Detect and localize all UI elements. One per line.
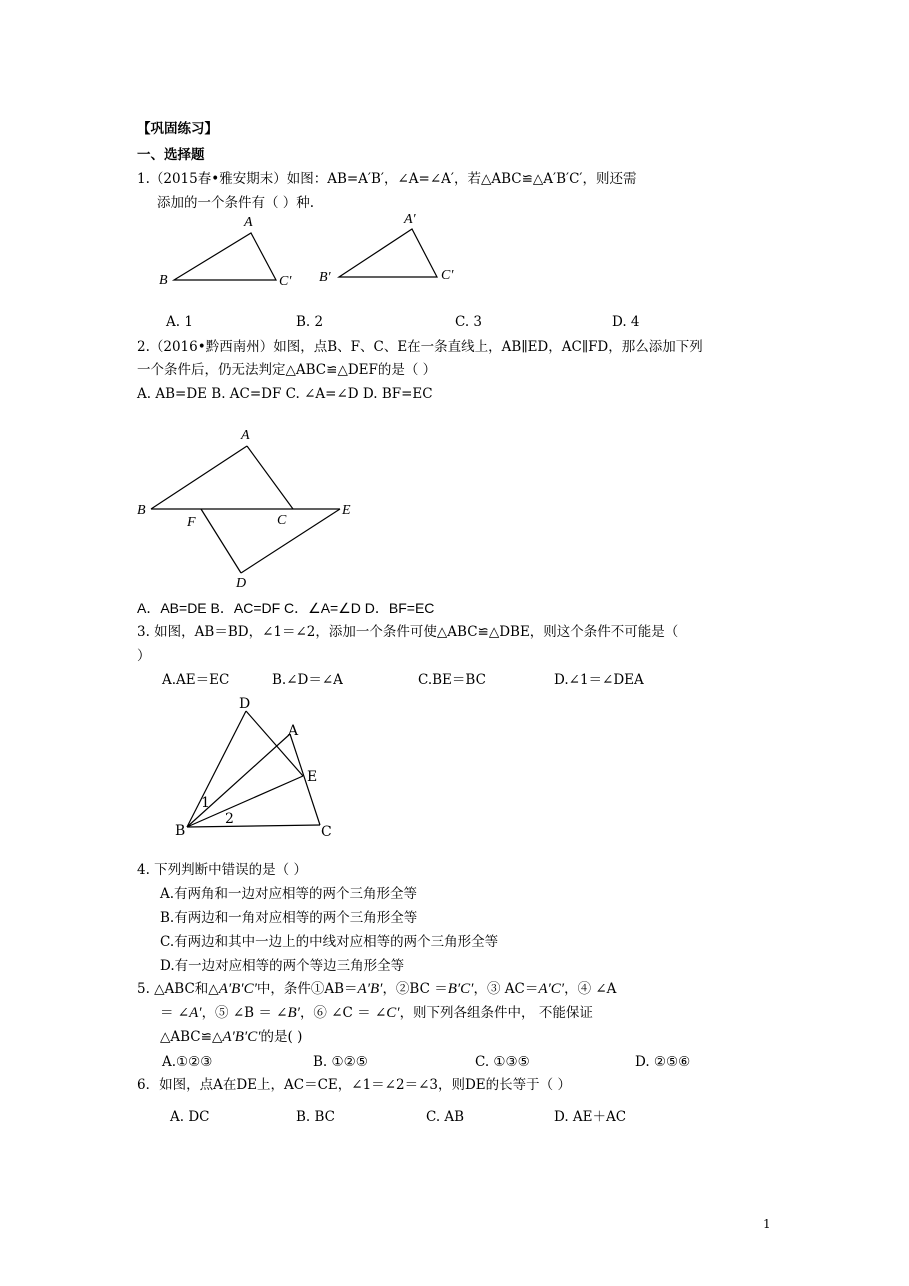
q1-label-b-prime: B′: [319, 270, 331, 285]
q3-figure: [170, 693, 350, 845]
q4-option-a: A.有两角和一边对应相等的两个三角形全等: [160, 886, 418, 902]
q6-option-b: B. BC: [296, 1109, 336, 1125]
q2-label-e: E: [342, 503, 351, 518]
q1-option-b: B. 2: [296, 314, 324, 330]
q1-label-a-prime: A′: [404, 212, 416, 227]
q5-option-d: D. ②⑤⑥: [635, 1054, 691, 1070]
q2-label-f: F: [187, 515, 196, 530]
q1-triangle-abc-prime: [339, 229, 437, 277]
q3-option-b: B.∠D＝∠A: [272, 672, 343, 688]
q1-option-c: C. 3: [455, 314, 483, 330]
q5-line2: [160, 1004, 593, 1022]
q2-label-c: C: [277, 513, 287, 528]
q3-label-a: A: [288, 723, 299, 739]
q3-label-d: D: [239, 696, 251, 712]
q5-text-8: ，⑥ ∠C ＝ ∠: [299, 1005, 387, 1021]
page-number: 1: [763, 1217, 771, 1231]
q3-label-e: E: [307, 769, 318, 785]
q5-formula-1: A′B′C′: [218, 981, 257, 997]
q2-line2: 一个条件后，仍无法判定△ABC≌△DEF的是（ ）: [137, 362, 437, 378]
q5-text-5: ，④ ∠A: [564, 981, 617, 997]
part-title: 一、选择题: [137, 147, 205, 163]
q2-options: A. AB=DE B. AC=DF C. ∠A=∠D D. BF=EC: [137, 386, 433, 402]
q2-label-a: A: [241, 428, 250, 443]
q1-label-a: A: [244, 215, 253, 230]
q5-formula-2: A′B′: [357, 981, 383, 997]
q2-figure: [135, 425, 365, 595]
q5-line3: [160, 1028, 302, 1046]
q5-option-c: C. ①③⑤: [475, 1054, 530, 1070]
q5-text-7: ，⑤ ∠B ＝ ∠: [201, 1005, 288, 1021]
q3-option-d: D.∠1＝∠DEA: [554, 672, 644, 688]
q4-stem: 4. 下列判断中错误的是（ ）: [137, 862, 307, 878]
q6-option-d: D. AE＋AC: [554, 1109, 627, 1125]
q1-line1: 1.（2015春•雅安期末）如图：AB=A′B′，∠A=∠A′，若△ABC≌△A′B′C′，则还需: [137, 171, 637, 187]
q3-label-2: 2: [225, 811, 234, 827]
q1-label-c: C′: [279, 274, 292, 289]
q5-formula-8: A′B′C′: [222, 1029, 261, 1045]
q5-text-4: ，③ AC＝: [473, 981, 539, 997]
q1-figure: [150, 205, 470, 300]
q5-text-3: ，②BC ＝: [382, 981, 448, 997]
q2-label-d: D: [236, 576, 247, 591]
q5-text-1: 5. △ABC和△: [137, 981, 219, 997]
q4-option-c: C.有两边和其中一边上的中线对应相等的两个三角形全等: [160, 934, 499, 950]
q5-formula-5: A′: [189, 1005, 202, 1021]
q1-option-d: D. 4: [612, 314, 640, 330]
q2-options-repeat: A．AB=DE B．AC=DF C．∠A=∠D D．BF=EC: [137, 600, 435, 616]
q3-label-1: 1: [201, 795, 210, 811]
q5-text-11: 的是( ): [260, 1029, 303, 1045]
section-title: 【巩固练习】: [137, 121, 218, 137]
q5-formula-4: A′C′: [538, 981, 565, 997]
q1-line2: 添加的一个条件有（ ）种.: [157, 195, 315, 211]
q5-formula-6: B′: [287, 1005, 300, 1021]
q5-text-9: ，则下列各组条件中， 不能保证: [399, 1005, 593, 1021]
q6-option-a: A. DC: [170, 1109, 210, 1125]
q5-option-a: A.①②③: [162, 1054, 213, 1070]
q1-option-a: A. 1: [166, 314, 193, 330]
q5-text-2: 中，条件①AB＝: [256, 981, 358, 997]
q3-option-c: C.BE＝BC: [418, 672, 486, 688]
q5-formula-7: C′: [386, 1005, 400, 1021]
q5-formula-3: B′C′: [447, 981, 474, 997]
q3-label-c: C: [321, 824, 332, 840]
q3-line1: 3. 如图，AB＝BD，∠1＝∠2，添加一个条件可使△ABC≌△DBE，则这个条件不可能是（: [137, 624, 679, 640]
q2-label-b: B: [137, 503, 146, 518]
q5-option-b: B. ①②⑤: [313, 1054, 368, 1070]
q6-option-c: C. AB: [426, 1109, 465, 1125]
q3-option-a: A.AE＝EC: [162, 672, 230, 688]
q5-text-10: △ABC≌△: [160, 1029, 223, 1045]
q3-label-b: B: [175, 823, 186, 839]
q6-stem: 6．如图，点A在DE上，AC＝CE，∠1＝∠2＝∠3，则DE的长等于（ ）: [137, 1077, 571, 1093]
q4-option-d: D.有一边对应相等的两个等边三角形全等: [160, 958, 405, 974]
q2-line1: 2.（2016•黔西南州）如图，点B、F、C、E在一条直线上，AB∥ED，AC∥FD，那么添加下列: [137, 339, 703, 355]
q1-triangle-abc: [174, 233, 276, 280]
q3-line2: ）: [137, 648, 151, 664]
q5-text-6: ＝ ∠: [160, 1005, 190, 1021]
q1-label-c-prime: C′: [441, 268, 454, 283]
q1-label-b: B: [159, 273, 168, 288]
q5-line1: [137, 980, 616, 998]
q4-option-b: B.有两边和一角对应相等的两个三角形全等: [160, 910, 418, 926]
